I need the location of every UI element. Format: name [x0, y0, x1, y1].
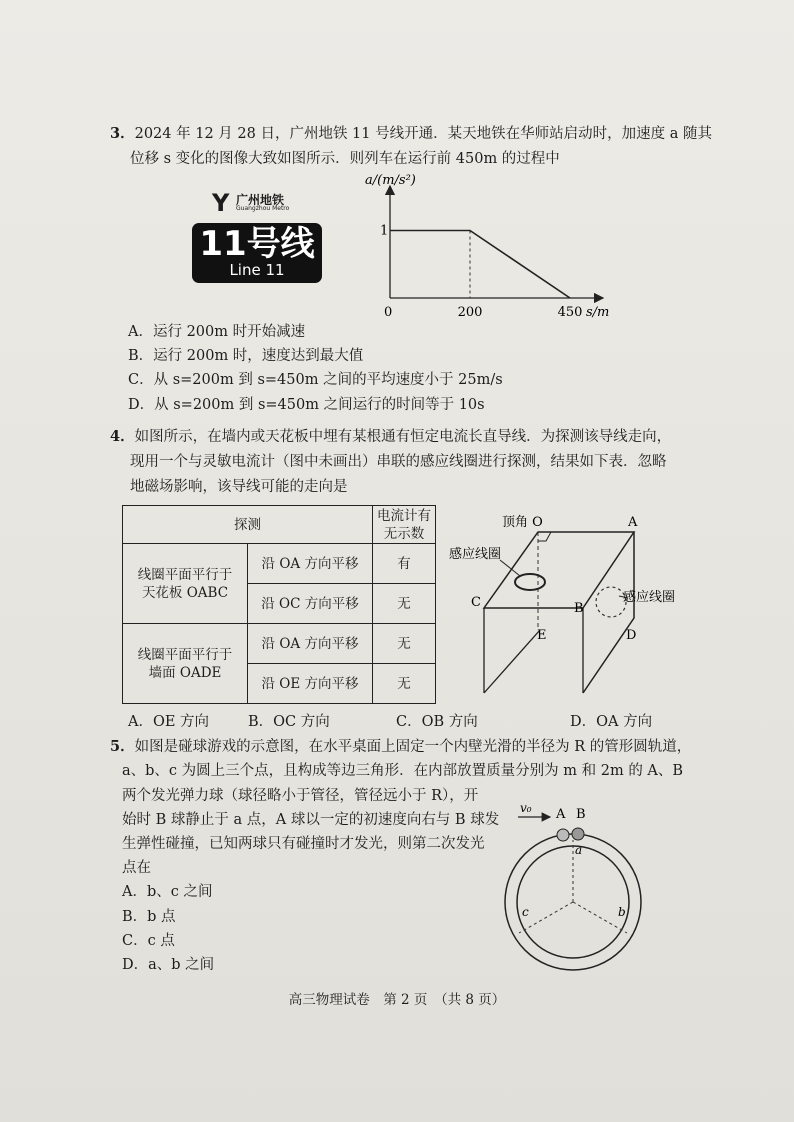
edge-bottom-e	[484, 630, 540, 693]
acceleration-displacement-chart	[360, 170, 610, 320]
group-wall: 线圈平面平行于 墙面 OADE	[123, 624, 248, 704]
ceiling-plane	[484, 532, 634, 608]
metro-symbol-icon: Y	[212, 189, 230, 217]
coil-wall	[596, 587, 626, 617]
q3-option-d[interactable]: D．从 s=200m 到 s=450m 之间运行的时间等于 10s	[128, 397, 485, 413]
row-move: 沿 OE 方向平移	[248, 664, 373, 704]
label-d: D	[626, 628, 637, 643]
x-tick-450: 450	[557, 305, 583, 320]
q5-option-c[interactable]: C．c 点	[122, 933, 175, 949]
row-move: 沿 OC 方向平移	[248, 584, 373, 624]
origin-label: 0	[384, 305, 393, 320]
label-v0: v₀	[520, 801, 532, 815]
label-coil-1: 感应线圈	[449, 547, 502, 562]
x-axis-label: s/m	[586, 305, 610, 320]
page-footer: 高三物理试卷 第 2 页 （共 8 页）	[288, 992, 506, 1008]
row-result: 无	[373, 584, 436, 624]
label-ball-b: B	[576, 807, 586, 822]
label-a: A	[628, 515, 638, 530]
q4-option-d[interactable]: D．OA 方向	[570, 714, 653, 730]
x-tick-200: 200	[457, 305, 483, 320]
probe-results-table	[122, 505, 436, 704]
ball-a	[557, 829, 569, 841]
q4-line3: 地磁场影响，该导线可能的走向是	[130, 479, 348, 495]
q5-line1: 5．如图是碰球游戏的示意图，在水平桌面上固定一个内壁光滑的半径为 R 的管形圆轨道，	[110, 738, 692, 755]
q3-option-b[interactable]: B．运行 200m 时，速度达到最大值	[128, 348, 364, 364]
label-vertex-o: 顶角 O	[502, 515, 543, 530]
row-move: 沿 OA 方向平移	[248, 544, 373, 584]
q4-option-b[interactable]: B．OC 方向	[248, 714, 330, 730]
guangzhou-metro-logo	[192, 190, 322, 295]
y-axis-label: a/(m/s²)	[365, 173, 416, 188]
row-result: 无	[373, 664, 436, 704]
label-e: E	[537, 628, 547, 643]
q5-option-b[interactable]: B．b 点	[122, 909, 176, 925]
coil-ceiling	[515, 574, 545, 590]
label-b: B	[574, 601, 584, 616]
y-tick-1: 1	[380, 223, 389, 239]
row-result: 无	[373, 624, 436, 664]
q4-line2: 现用一个与灵敏电流计（图中未画出）串联的感应线圈进行探测，结果如下表．忽略	[130, 454, 667, 470]
q3-option-c[interactable]: C．从 s=200m 到 s=450m 之间的平均速度小于 25m/s	[128, 372, 503, 388]
group-ceiling: 线圈平面平行于 天花板 OABC	[123, 544, 248, 624]
q4-option-a[interactable]: A．OE 方向	[128, 714, 210, 730]
q5-line5: 生弹性碰撞，已知两球只有碰撞时才发光，则第二次发光	[122, 836, 485, 852]
label-point-b: b	[618, 905, 626, 919]
label-coil-2: 感应线圈	[623, 590, 676, 605]
label-point-a: a	[575, 843, 583, 857]
q5-option-d[interactable]: D．a、b 之间	[122, 957, 215, 973]
q5-option-a[interactable]: A．b、c 之间	[122, 884, 213, 900]
q4-line1: 4．如图所示，在墙内或天花板中埋有某根通有恒定电流长直导线．为探测该导线走向，	[110, 428, 672, 445]
label-c: C	[471, 595, 481, 610]
ball-b	[572, 828, 584, 840]
q5-line6: 点在	[122, 860, 151, 876]
room-corner-diagram	[448, 508, 688, 703]
ring-track-diagram	[498, 798, 658, 982]
row-result: 有	[373, 544, 436, 584]
table-row	[123, 544, 436, 584]
series-line	[390, 231, 570, 299]
row-move: 沿 OA 方向平移	[248, 624, 373, 664]
wall-edge-ad	[583, 532, 637, 693]
logo-brand: Y 广州地铁 Guangzhou Metro	[212, 189, 290, 217]
q3-line1: 3．2024 年 12 月 28 日，广州地铁 11 号线开通．某天地铁在华师站启动时，加速度 a 随其	[110, 125, 712, 142]
q3-line2: 位移 s 变化的图像大致如图所示．则列车在运行前 450m 的过程中	[130, 151, 560, 167]
label-ball-a: A	[556, 807, 566, 822]
table-header-probe: 探测	[123, 506, 373, 544]
q5-line3: 两个发光弹力球（球径略小于管径，管径远小于 R），开	[122, 788, 479, 804]
q3-option-a[interactable]: A．运行 200m 时开始减速	[128, 324, 306, 340]
q4-option-c[interactable]: C．OB 方向	[396, 714, 478, 730]
right-angle-mark	[538, 532, 551, 541]
label-point-c: c	[522, 905, 529, 919]
q5-line4: 始时 B 球静止于 a 点，A 球以一定的初速度向右与 B 球发	[122, 812, 500, 828]
table-row	[123, 624, 436, 664]
table-header-meter: 电流计有 无示数	[373, 506, 436, 544]
line-11-sign: 11号线 Line 11	[192, 223, 322, 283]
q5-line2: a、b、c 为圆上三个点，且构成等边三角形．在内部放置质量分别为 m 和 2m 的 A、B	[122, 763, 684, 779]
